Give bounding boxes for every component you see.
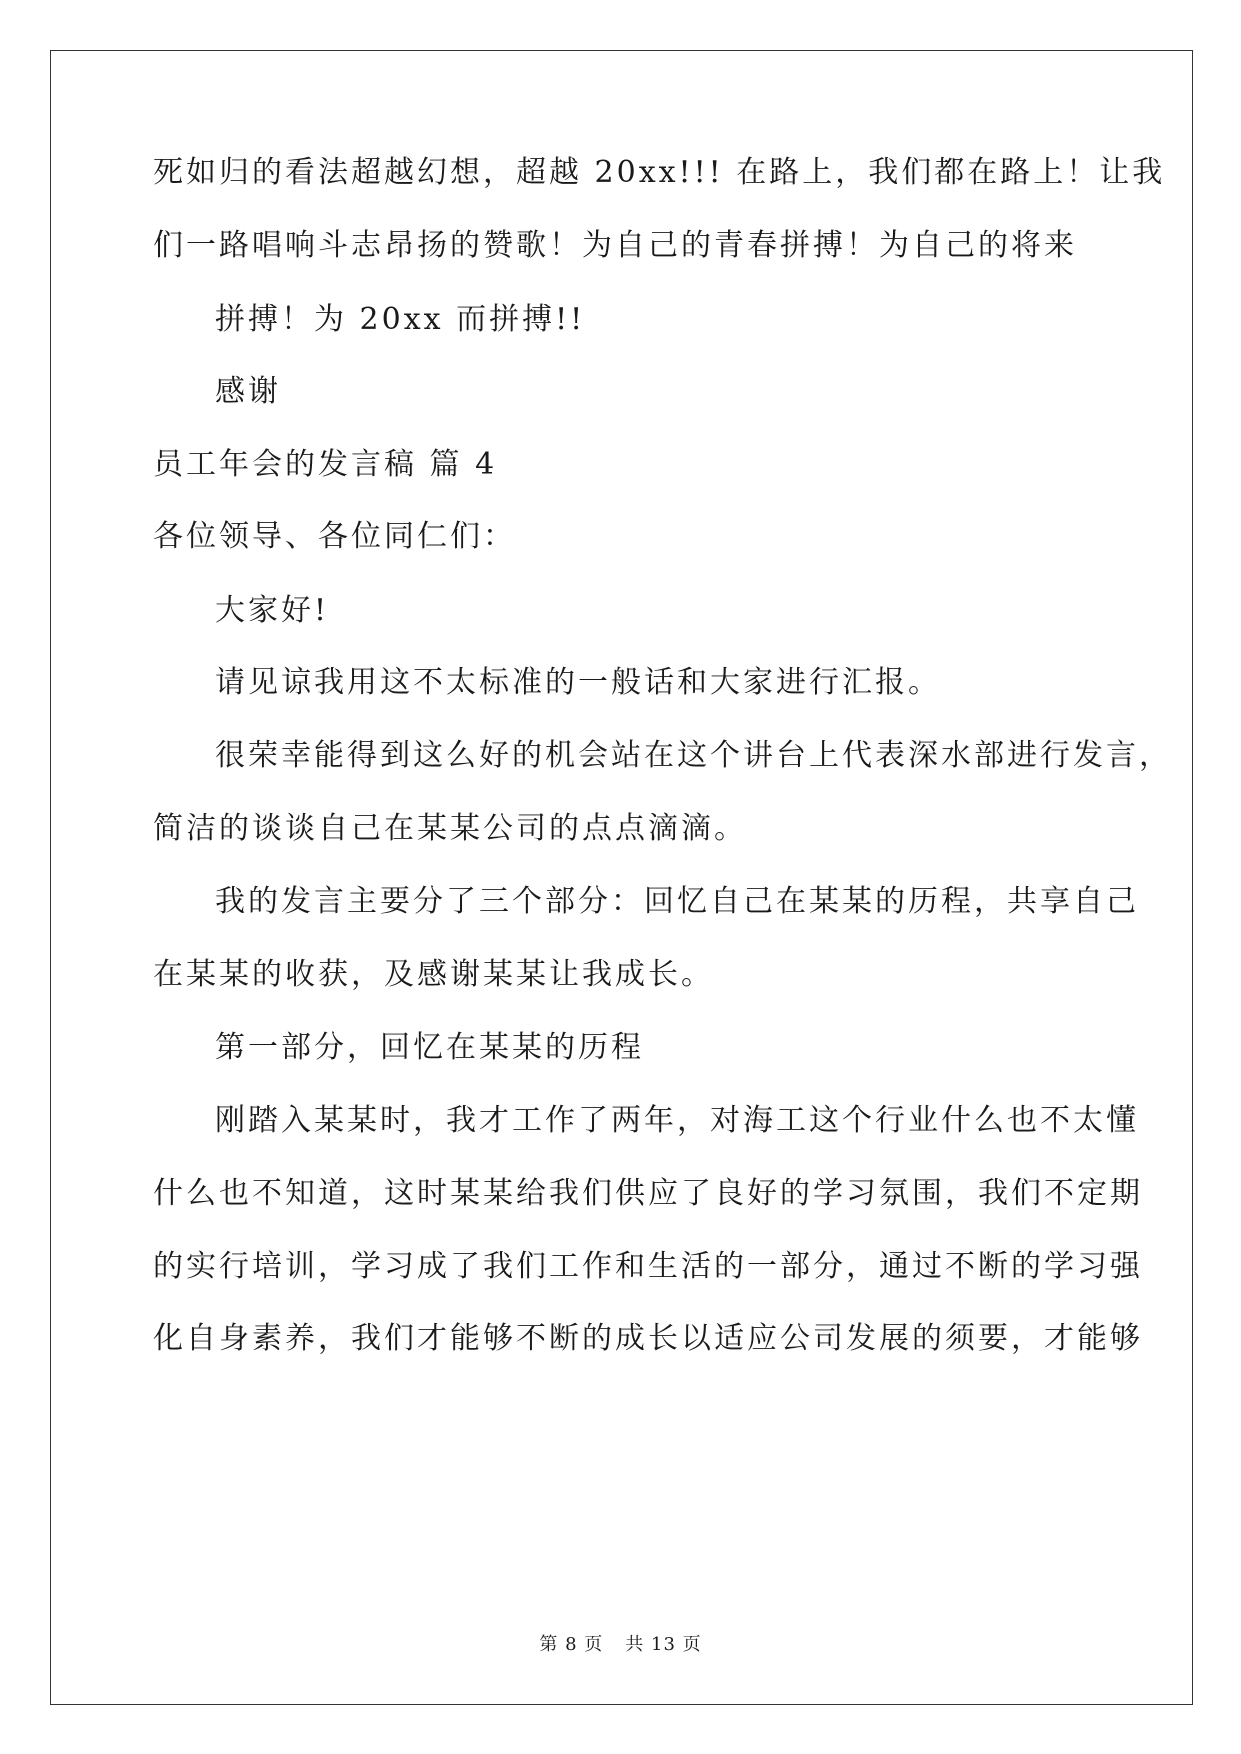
total-pages-label: 共 13 页 [625, 1634, 702, 1655]
current-page-label: 第 8 页 [539, 1634, 604, 1655]
page-border [50, 50, 1193, 1705]
text-line: 很荣幸能得到这么好的机会站在这个讲台上代表深水部进行发言， [215, 738, 1172, 773]
text-line: 拼搏！为 20xx 而拼搏!! [215, 302, 586, 337]
text-line: 简洁的谈谈自己在某某公司的点点滴滴。 [153, 811, 747, 846]
text-line: 的实行培训，学习成了我们工作和生活的一部分，通过不断的学习强 [153, 1249, 1143, 1284]
text-line: 我的发言主要分了三个部分：回忆自己在某某的历程，共享自己 [215, 884, 1139, 919]
text-line: 在某某的收获，及感谢某某让我成长。 [153, 957, 714, 992]
page-footer [0, 1634, 1241, 1656]
text-line: 刚踏入某某时，我才工作了两年，对海工这个行业什么也不太懂 [215, 1103, 1139, 1138]
text-line: 们一路唱响斗志昂扬的赞歌！为自己的青春拼搏！为自己的将来 [153, 228, 1077, 263]
text-line: 各位领导、各位同仁们： [153, 519, 516, 554]
text-line: 化自身素养，我们才能够不断的成长以适应公司发展的须要，才能够 [153, 1321, 1143, 1356]
text-line: 第一部分，回忆在某某的历程 [215, 1030, 644, 1065]
text-line: 死如归的看法超越幻想，超越 20xx!!! 在路上，我们都在路上！让我 [153, 155, 1166, 190]
text-line: 大家好! [215, 593, 330, 628]
text-line: 感谢 [215, 374, 281, 409]
section-heading: 员工年会的发言稿 篇 4 [153, 447, 498, 482]
text-line: 什么也不知道，这时某某给我们供应了良好的学习氛围，我们不定期 [153, 1176, 1143, 1211]
text-line: 请见谅我用这不太标准的一般话和大家进行汇报。 [215, 665, 941, 700]
